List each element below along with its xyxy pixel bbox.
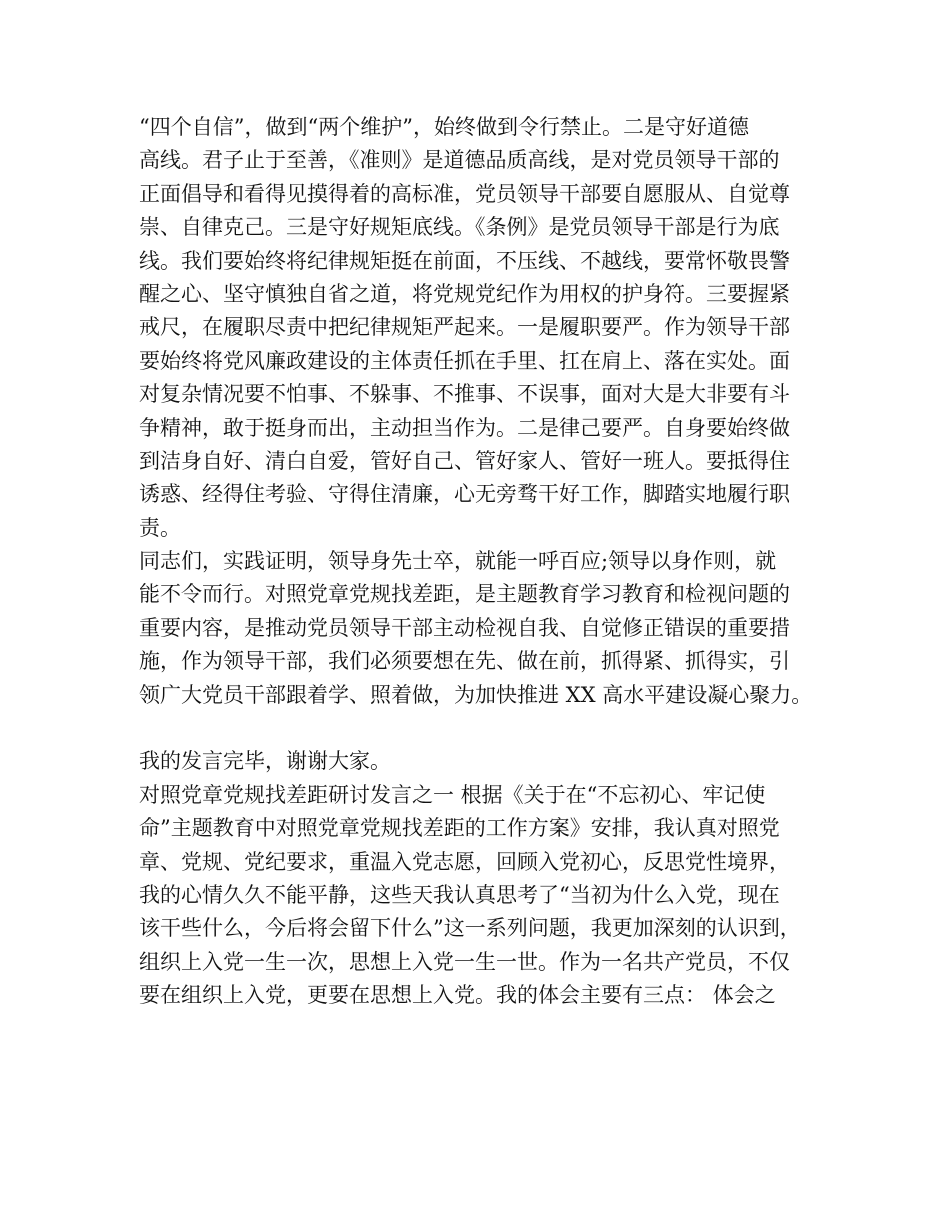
text-line: 醒之心、坚守慎独自省之道，将党规党纪作为用权的护身符。三要握紧 [139,281,790,306]
text-line: 重要内容，是推动党员领导干部主动检视自我、自觉修正错误的重要措 [139,615,790,640]
text-line: 对照党章党规找差距研讨发言之一 根据《关于在“不忘初心、牢记使 [139,782,766,807]
text-line: 高线。君子止于至善，《准则》是道德品质高线，是对党员领导干部的 [139,148,780,173]
text-line: 我的发言完毕，谢谢大家。 [139,749,391,774]
text-line: 我的心情久久不能平静，这些天我认真思考了“当初为什么入党，现在 [139,882,780,907]
text-line: 能不令而行。对照党章党规找差距，是主题教育学习教育和检视问题的 [139,582,790,607]
text-line: 组织上入党一生一次，思想上入党一生一世。作为一名共产党员，不仅 [139,949,790,974]
text-line: 对复杂情况要不怕事、不躲事、不推事、不误事，面对大是大非要有斗 [139,382,790,407]
text-line: 同志们，实践证明，领导身先士卒，就能一呼百应;领导以身作则，就 [139,549,777,574]
text-line: 到洁身自好、清白自爱，管好自己、管好家人、管好一班人。要抵得住 [139,448,790,473]
text-line: “四个自信”，做到“两个维护”，始终做到令行禁止。二是守好道德 [139,115,749,139]
text-line: 争精神，敢于挺身而出，主动担当作为。二是律己要严。自身要始终做 [139,415,790,440]
text-line: 施，作为领导干部，我们必须要想在先、做在前，抓得紧、抓得实，引 [139,649,790,674]
text-line: 戒尺，在履职尽责中把纪律规矩严起来。一是履职要严。作为领导干部 [139,315,790,340]
text-line: 命”主题教育中对照党章党规找差距的工作方案》安排，我认真对照党 [139,816,780,841]
text-line: 崇、自律克己。三是守好规矩底线。《条例》是党员领导干部是行为底 [139,215,780,240]
text-line: 该干些什么，今后将会留下什么”这一系列问题，我更加深刻的认识到， [139,916,801,941]
text-line: 要始终将党风廉政建设的主体责任抓在手里、扛在肩上、落在实处。面 [139,348,790,373]
text-line: 正面倡导和看得见摸得着的高标准，党员领导干部要自愿服从、自觉尊 [139,181,790,206]
text-line: 领广大党员干部跟着学、照着做，为加快推进 XX 高水平建设凝心聚力。 [139,682,813,707]
blank-line [139,712,829,745]
text-line: 要在组织上入党，更要在思想上入党。我的体会主要有三点： 体会之 [139,983,776,1008]
document-body [139,111,829,1013]
text-line: 线。我们要始终将纪律规矩挺在前面，不压线、不越线，要常怀敬畏警 [139,248,790,273]
text-line: 责。 [139,515,181,540]
text-line: 诱惑、经得住考验、守得住清廉，心无旁骛干好工作，脚踏实地履行职 [139,482,790,507]
text-line: 章、党规、党纪要求，重温入党志愿，回顾入党初心，反思党性境界， [139,849,790,874]
